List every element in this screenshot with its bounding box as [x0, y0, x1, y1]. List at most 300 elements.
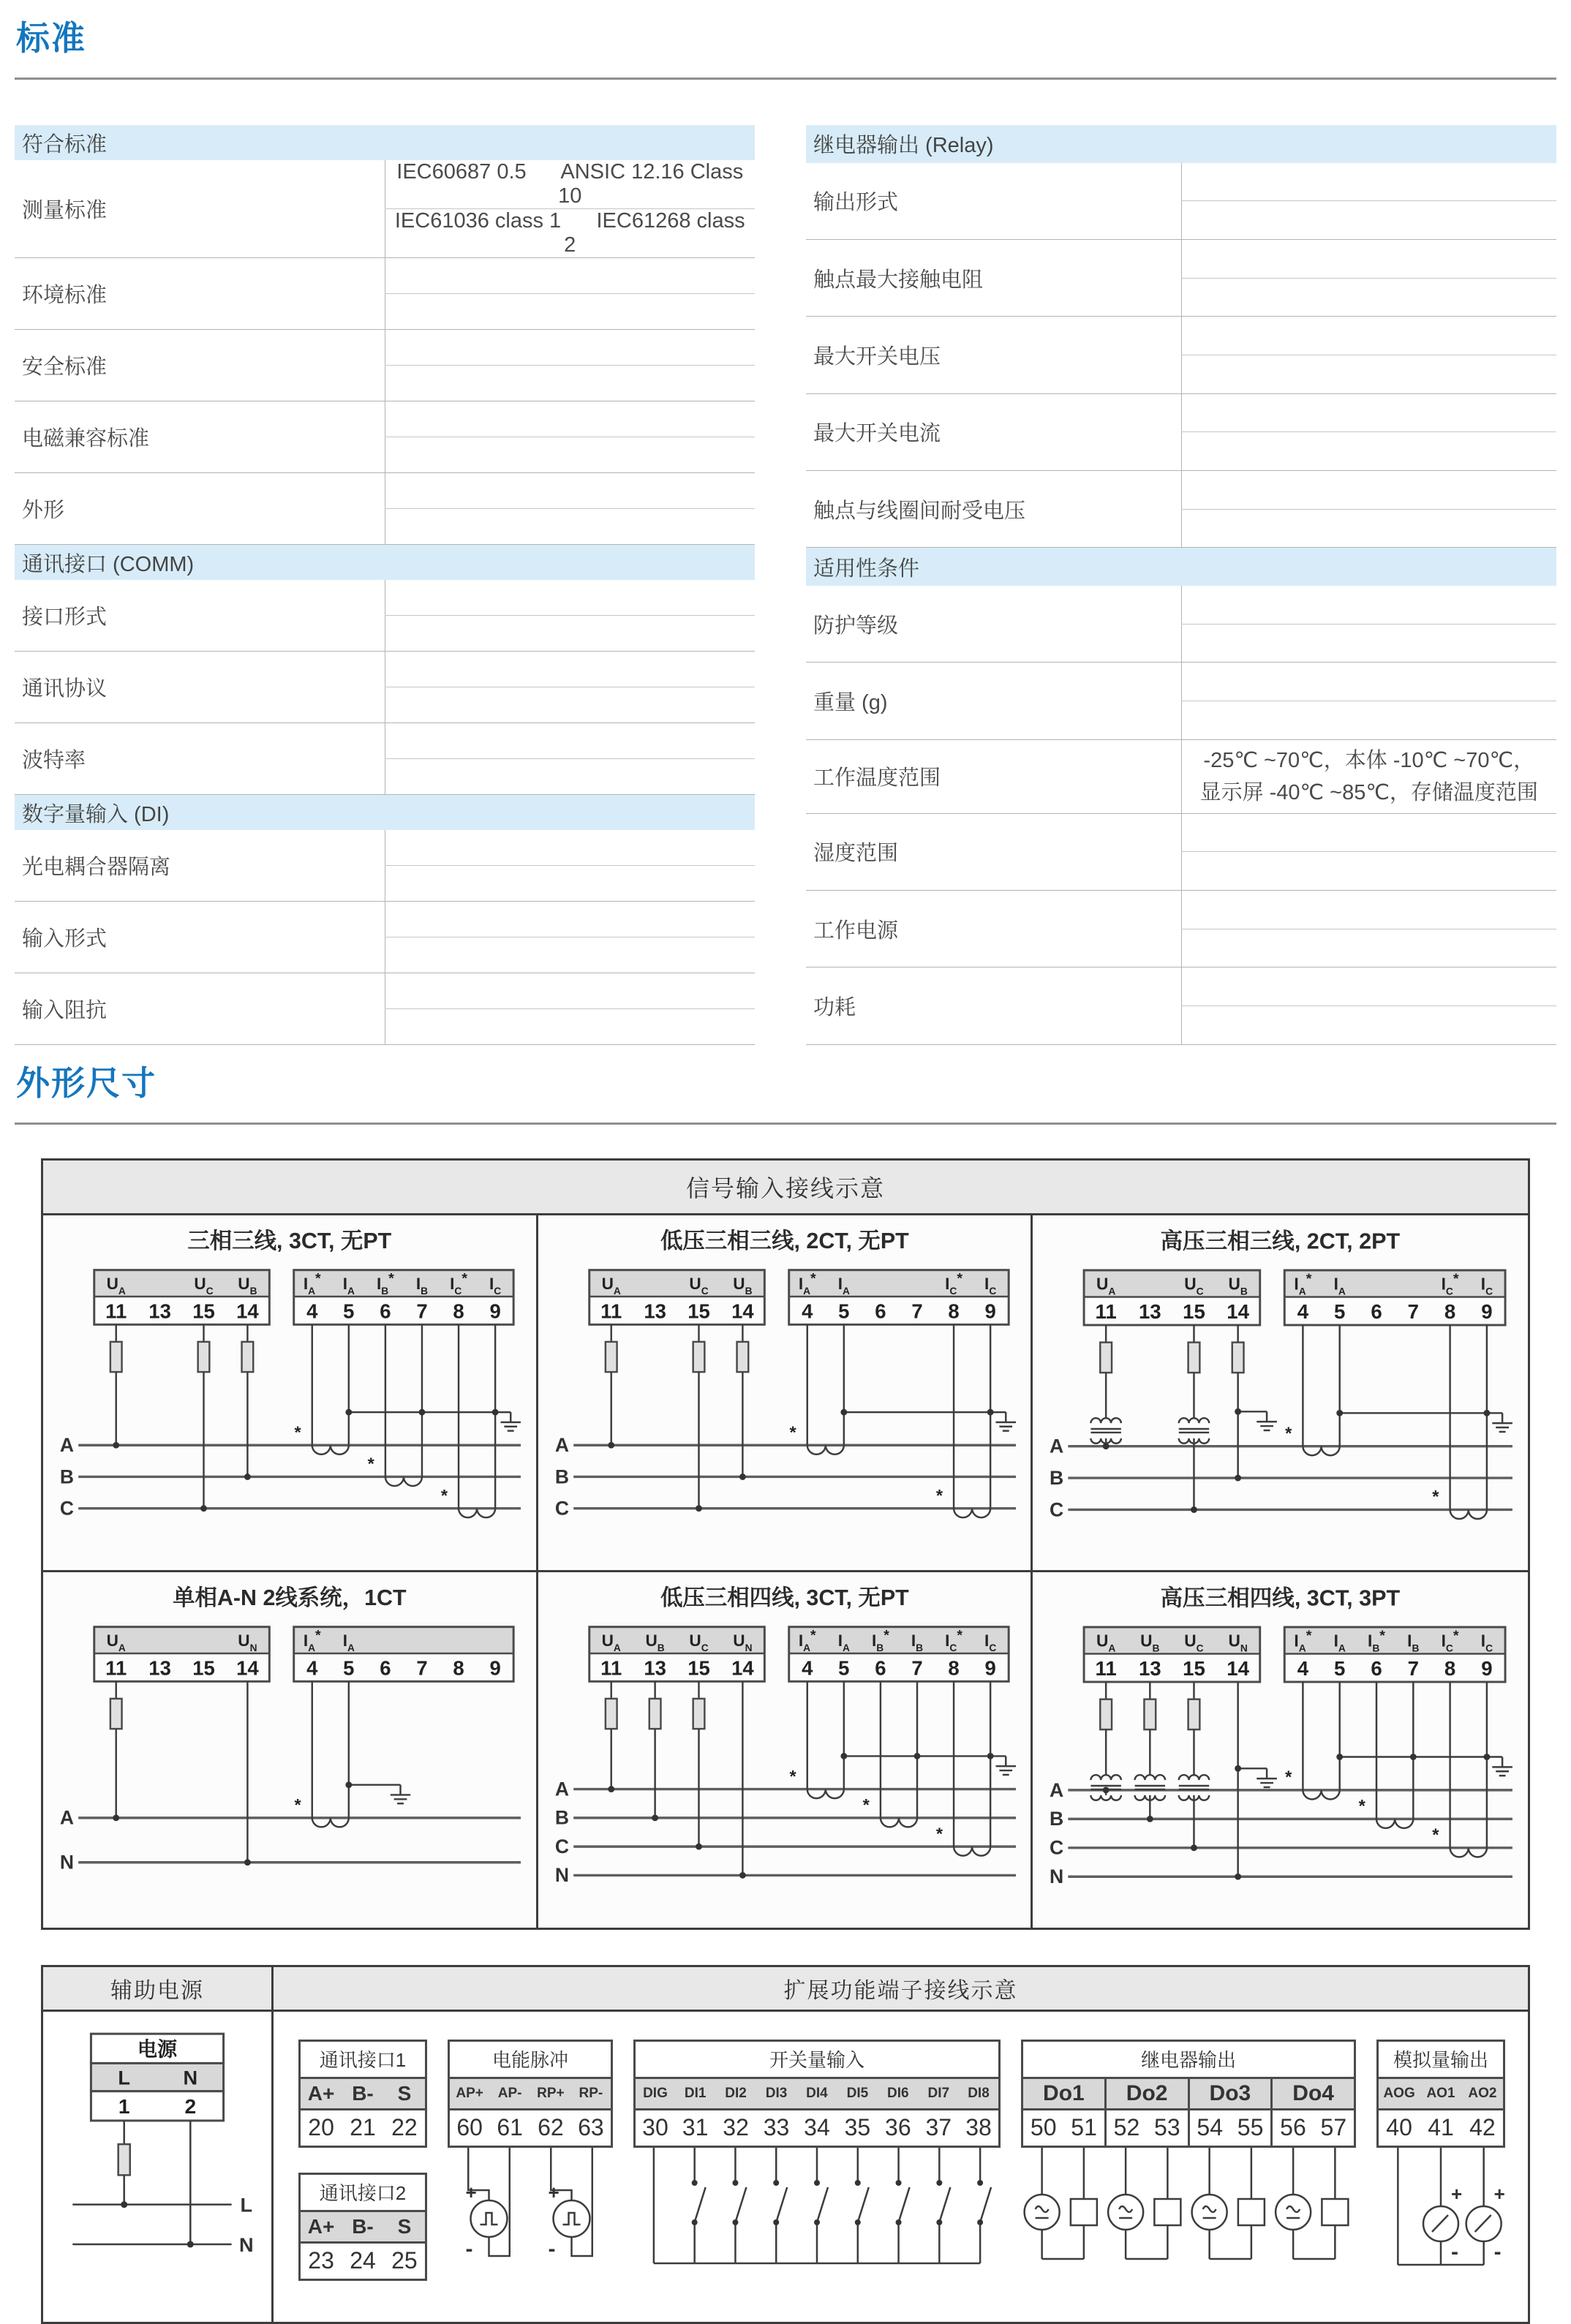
junction-dot — [244, 1860, 251, 1866]
standards-section-title: 标准 — [16, 19, 86, 57]
fuse-icon — [649, 1699, 660, 1729]
terminal-label: Do4 — [1272, 2078, 1355, 2109]
spec-value — [1181, 432, 1556, 471]
extension-terminals-header: 扩展功能端子接线示意 — [783, 1978, 1018, 2003]
junction-dot — [1103, 1443, 1110, 1449]
fuse-icon — [242, 1342, 254, 1372]
terminal-label: $I_C*$ — [1441, 1628, 1459, 1654]
wiring-diagram — [45, 1218, 534, 1566]
svg-text:1: 1 — [118, 2094, 130, 2118]
extension-wiring-box — [41, 1965, 1530, 2324]
voltage-wire — [110, 1324, 122, 1445]
junction-dot — [1337, 1754, 1344, 1760]
terminal-number: 4 — [306, 1299, 318, 1323]
terminal-number: 9 — [984, 1656, 996, 1680]
terminal-number: 11 — [1095, 1657, 1118, 1680]
terminal-number: 8 — [1444, 1300, 1456, 1324]
extension-wiring-body — [43, 2012, 1528, 2322]
source-icon — [1192, 2195, 1227, 2230]
spec-value — [385, 902, 755, 937]
terminal-number: 5 — [343, 1656, 355, 1680]
svg-text:电源: 电源 — [137, 2037, 178, 2061]
terminal-label: $I_B*$ — [1368, 1628, 1386, 1654]
terminal-number: 8 — [453, 1299, 464, 1323]
svg-text:A: A — [59, 1434, 75, 1457]
terminal-number: 52 — [1105, 2109, 1147, 2146]
voltage-terminal-block — [1084, 1627, 1260, 1682]
spec-value — [1181, 663, 1556, 701]
junction-dot — [113, 1442, 119, 1449]
voltage-wire — [1179, 1325, 1209, 1509]
extension-wiring-header — [43, 1967, 1528, 2012]
fuse-icon — [693, 1699, 704, 1729]
terminal-number: 4 — [801, 1299, 813, 1323]
spec-value — [1181, 163, 1556, 201]
relay-load-pair — [1025, 2148, 1097, 2259]
phase-line-B — [1050, 1467, 1512, 1489]
terminal-number: 8 — [453, 1656, 464, 1680]
terminal-number: 14 — [731, 1656, 754, 1680]
terminal-number: 6 — [874, 1299, 886, 1323]
source-icon — [1276, 2195, 1311, 2230]
spec-value — [385, 294, 755, 330]
terminal-number: 15 — [1183, 1300, 1206, 1324]
terminal-number: 8 — [1444, 1657, 1456, 1680]
terminal-label: $I_C*$ — [944, 1627, 962, 1654]
terminal-number: 15 — [1183, 1657, 1206, 1680]
terminal-label: S — [384, 2211, 426, 2242]
svg-text:-: - — [1451, 2239, 1458, 2264]
terminal-number: 11 — [1095, 1300, 1118, 1324]
svg-text:+: + — [1451, 2182, 1463, 2205]
terminal-number: 63 — [571, 2109, 612, 2146]
terminal-label: $I_A*$ — [1294, 1270, 1312, 1297]
terminal-label: AP- — [489, 2078, 530, 2109]
voltage-terminal-block — [94, 1627, 270, 1682]
line-label-N: N — [238, 2233, 254, 2256]
table-section-header: 适用性条件 — [806, 548, 1556, 586]
terminal-label: AO2 — [1462, 2078, 1504, 2109]
diagram-title: 高压三相三线, 2CT, 2PT — [1160, 1229, 1401, 1254]
terminal-label: $I_C$ — [1481, 1631, 1493, 1654]
spec-value — [385, 973, 755, 1009]
terminal-number: 14 — [731, 1299, 754, 1323]
svg-text:A: A — [1050, 1435, 1064, 1457]
terminal-number: 5 — [837, 1299, 850, 1323]
spec-value — [1181, 393, 1556, 432]
load-icon — [1322, 2199, 1348, 2225]
spec-label: 输入形式 — [15, 902, 385, 973]
ground-icon — [1493, 1757, 1513, 1776]
terminal-number: 6 — [874, 1656, 886, 1680]
junction-dot — [739, 1474, 746, 1480]
di-circuit-svg — [633, 2148, 1001, 2284]
switch-input-block — [633, 2040, 1001, 2284]
terminal-number: 5 — [1334, 1657, 1346, 1680]
terminal-label: $I_B*$ — [871, 1627, 889, 1654]
terminal-label: DI4 — [796, 2078, 837, 2109]
terminal-number: 31 — [675, 2109, 715, 2146]
terminal-number: 13 — [1139, 1300, 1161, 1324]
ct-polarity-star: * — [1285, 1768, 1292, 1788]
ct-A — [807, 1682, 843, 1799]
fuse-icon — [198, 1342, 210, 1372]
ground-icon — [500, 1412, 520, 1431]
terminal-number: 6 — [380, 1656, 391, 1680]
terminal-label: $U_A$ — [106, 1631, 126, 1654]
terminal-label: $I_C*$ — [944, 1270, 962, 1297]
terminal-number: 37 — [919, 2109, 959, 2146]
ct-polarity-star: * — [935, 1485, 943, 1505]
terminal-label: B- — [342, 2078, 384, 2109]
terminal-label: AO1 — [1420, 2078, 1462, 2109]
terminal-number: 8 — [948, 1656, 960, 1680]
terminal-label: DIG — [635, 2078, 675, 2109]
terminal-number: 33 — [756, 2109, 796, 2146]
junction-dot — [913, 1753, 920, 1759]
voltage-wire — [1232, 1325, 1244, 1478]
spec-label: 触点最大接触电阻 — [806, 239, 1181, 316]
extension-terminal-blocks — [274, 2012, 1528, 2322]
terminal-number: 7 — [1407, 1657, 1420, 1680]
spec-value-line: -25℃ ~70℃，本体 -10℃ ~70℃， — [1203, 748, 1535, 772]
source-icon — [1108, 2195, 1143, 2230]
load-icon — [1238, 2199, 1265, 2225]
svg-text:C: C — [59, 1497, 75, 1520]
signal-wiring-grid — [43, 1215, 1528, 1928]
spec-value — [385, 330, 755, 366]
junction-dot — [345, 1409, 352, 1416]
ao-circuit-svg — [1376, 2148, 1505, 2284]
terminal-label: $I_B$ — [415, 1275, 429, 1297]
terminal-label: $I_A*$ — [798, 1270, 816, 1297]
switch-input-table — [633, 2040, 1001, 2148]
ct-C — [1450, 1325, 1487, 1519]
voltage-wire — [1135, 1682, 1165, 1819]
junction-dot — [987, 1753, 993, 1759]
svg-text:N: N — [554, 1864, 569, 1887]
spec-label: 外形 — [15, 473, 385, 545]
terminal-number: 11 — [105, 1656, 127, 1680]
terminal-number: 54 — [1188, 2109, 1230, 2146]
line-label-L: L — [240, 2193, 253, 2217]
terminal-label: $U_B$ — [1140, 1631, 1160, 1654]
terminal-number: 15 — [192, 1656, 215, 1680]
terminal-label: Do2 — [1105, 2078, 1188, 2109]
terminal-label: $U_C$ — [689, 1631, 709, 1654]
phase-line-A — [60, 1434, 521, 1456]
voltage-wire — [649, 1682, 660, 1819]
spec-value — [1181, 278, 1556, 317]
terminal-number: 13 — [148, 1299, 171, 1323]
fuse-icon — [110, 1699, 122, 1729]
svg-text:A: A — [554, 1434, 569, 1457]
terminal-label: DI8 — [959, 2078, 1000, 2109]
terminal-number: 9 — [489, 1656, 501, 1680]
junction-dot — [492, 1409, 499, 1416]
terminal-number: 13 — [148, 1656, 171, 1680]
ground-icon — [1257, 1411, 1278, 1430]
spec-value — [385, 652, 755, 687]
spec-value — [385, 1009, 755, 1045]
block-title: 开关量输入 — [635, 2040, 1000, 2078]
spec-value — [1181, 1006, 1556, 1045]
signal-wiring-box — [41, 1158, 1530, 1930]
terminal-number: 61 — [489, 2109, 530, 2146]
spec-value — [385, 473, 755, 509]
analog-output-block — [1376, 2040, 1505, 2284]
ct-C — [459, 1324, 495, 1517]
terminal-label: $I_A*$ — [303, 1627, 321, 1654]
junction-dot — [608, 1442, 614, 1449]
terminal-label: DI5 — [837, 2078, 878, 2109]
terminal-label: A+ — [300, 2078, 342, 2109]
terminal-number: 14 — [1227, 1657, 1250, 1680]
terminal-number: 30 — [635, 2109, 675, 2146]
fuse-icon — [1232, 1343, 1244, 1373]
spec-value — [1181, 317, 1556, 355]
block-title: 电能脉冲 — [449, 2040, 612, 2078]
signal-diagram-cell-3 — [1033, 1215, 1528, 1572]
spec-value — [1181, 891, 1556, 929]
ct-C — [1450, 1682, 1487, 1857]
svg-text:B: B — [554, 1807, 569, 1830]
phase-line-C — [555, 1836, 1016, 1857]
terminal-label: $U_B$ — [645, 1631, 665, 1654]
terminal-label: $I_C$ — [489, 1275, 502, 1297]
svg-text:A: A — [59, 1807, 75, 1830]
terminal-number: 6 — [1371, 1300, 1383, 1324]
junction-dot — [696, 1844, 702, 1850]
section-divider-2 — [15, 1123, 1556, 1125]
aux-power-diagram — [43, 2012, 274, 2322]
voltage-wire — [242, 1324, 254, 1476]
fuse-icon — [606, 1342, 617, 1372]
ct-polarity-star: * — [1432, 1487, 1439, 1507]
diagram-title: 单相A-N 2线系统，1CT — [173, 1585, 407, 1611]
junction-dot — [1235, 1765, 1242, 1772]
relay-circuit-svg — [1021, 2148, 1356, 2284]
aux-power-svg — [43, 2015, 271, 2318]
phase-line-B — [60, 1465, 521, 1487]
di-switch — [735, 2148, 746, 2263]
terminal-number: 36 — [878, 2109, 918, 2146]
voltage-wire — [606, 1324, 617, 1445]
terminal-number: 11 — [105, 1299, 127, 1323]
terminal-label: $U_N$ — [1228, 1631, 1248, 1654]
phase-line-A — [60, 1807, 521, 1829]
fuse-icon — [1101, 1343, 1112, 1373]
terminal-number: 7 — [416, 1299, 428, 1323]
phase-line-B — [555, 1807, 1016, 1829]
ct-polarity-star: * — [367, 1454, 374, 1474]
spec-label: 最大开关电流 — [806, 393, 1181, 470]
terminal-number: 20 — [300, 2109, 342, 2146]
voltage-wire — [1091, 1325, 1121, 1446]
comm-port-2-table — [298, 2173, 427, 2281]
standards-table-left — [15, 125, 755, 1045]
terminal-number: 6 — [380, 1299, 391, 1323]
signal-diagram-cell-1 — [43, 1215, 538, 1572]
terminal-number: 7 — [911, 1656, 923, 1680]
terminal-number: 5 — [1334, 1300, 1346, 1324]
svg-text:C: C — [554, 1836, 569, 1858]
table-section-header: 通讯接口 (COMM) — [15, 545, 755, 581]
spec-label: 波特率 — [15, 723, 385, 795]
junction-dot — [840, 1409, 847, 1416]
ct-polarity-star: * — [935, 1824, 943, 1844]
terminal-label: $I_A*$ — [798, 1627, 816, 1654]
voltage-wire — [1179, 1682, 1209, 1848]
wiring-diagram — [540, 1218, 1029, 1566]
spec-value: IEC60687 0.5 ANSIC 12.16 Class 10 — [385, 160, 755, 209]
terminal-label: $U_B$ — [732, 1275, 753, 1297]
svg-text:C: C — [554, 1497, 569, 1520]
power-terminal-block — [91, 2034, 223, 2121]
spec-value — [385, 687, 755, 723]
voltage-wire — [693, 1324, 704, 1508]
ground-icon — [1257, 1769, 1278, 1788]
spec-value — [1181, 201, 1556, 240]
spec-value — [385, 258, 755, 294]
terminal-number: 4 — [306, 1656, 318, 1680]
terminal-number: 35 — [837, 2109, 878, 2146]
ct-A — [1303, 1682, 1340, 1800]
analog-output-table — [1376, 2040, 1505, 2148]
di-switch — [939, 2148, 950, 2263]
spec-value — [385, 437, 755, 473]
ground-icon — [995, 1412, 1015, 1431]
spec-label: 防护等级 — [806, 586, 1181, 663]
terminal-label: $U_B$ — [1228, 1274, 1248, 1297]
terminal-number: 13 — [643, 1299, 666, 1323]
energy-pulse-block — [448, 2040, 613, 2284]
spec-value — [1181, 701, 1556, 739]
spec-value — [385, 759, 755, 795]
table-section-header: 数字量输入 (DI) — [15, 795, 755, 831]
junction-dot — [608, 1787, 614, 1793]
terminal-label: $I_C$ — [984, 1275, 996, 1297]
terminal-number: 34 — [796, 2109, 837, 2146]
junction-dot — [696, 1505, 702, 1512]
terminal-number: 14 — [236, 1299, 259, 1323]
junction-dot — [1191, 1845, 1197, 1852]
ct-A — [312, 1324, 349, 1454]
spec-value — [1181, 624, 1556, 663]
ground-icon — [1493, 1413, 1513, 1432]
junction-dot — [1337, 1410, 1344, 1416]
terminal-label: $U_C$ — [1184, 1631, 1204, 1654]
svg-text:C: C — [1050, 1498, 1064, 1521]
terminal-label: A+ — [300, 2211, 342, 2242]
pulse-circuit-svg — [448, 2148, 613, 2284]
terminal-number: 24 — [342, 2242, 384, 2279]
svg-text:-: - — [465, 2236, 473, 2261]
terminal-number: 7 — [1407, 1300, 1420, 1324]
terminal-number: 4 — [1297, 1300, 1309, 1324]
junction-dot — [1235, 1408, 1242, 1415]
spec-label: 工作温度范围 — [806, 739, 1181, 813]
svg-text:C: C — [1050, 1837, 1064, 1860]
dimensions-section-title: 外形尺寸 — [16, 1064, 157, 1102]
diagram-title: 低压三相三线, 2CT, 无PT — [660, 1229, 909, 1254]
terminal-label: $I_A*$ — [1294, 1628, 1312, 1654]
svg-text:2: 2 — [184, 2094, 197, 2118]
phase-line-A — [1050, 1435, 1512, 1457]
comm-port-1-table — [298, 2040, 427, 2148]
svg-text:N: N — [183, 2066, 198, 2089]
terminal-number: 9 — [984, 1299, 996, 1323]
phase-line-N — [1050, 1866, 1512, 1888]
terminal-number: 4 — [1297, 1657, 1309, 1680]
wiring-diagram — [45, 1575, 534, 1923]
diagram-title: 低压三相四线, 3CT, 无PT — [660, 1585, 909, 1611]
terminal-label: $I_A$ — [837, 1275, 850, 1297]
terminal-number: 21 — [342, 2109, 384, 2146]
terminal-label: DI1 — [675, 2078, 715, 2109]
fuse-icon — [118, 2144, 130, 2175]
voltage-terminal-block — [94, 1270, 270, 1325]
svg-text:B: B — [1050, 1466, 1064, 1489]
terminal-number: 62 — [530, 2109, 571, 2146]
terminal-number: 14 — [1227, 1300, 1250, 1324]
ct-A — [312, 1682, 349, 1827]
junction-dot — [419, 1409, 426, 1416]
junction-dot — [1191, 1506, 1197, 1513]
section-divider — [15, 78, 1556, 80]
terminal-number: 4 — [801, 1656, 813, 1680]
junction-dot — [187, 2241, 194, 2247]
junction-dot — [1484, 1410, 1491, 1416]
fuse-icon — [693, 1342, 704, 1372]
wiring-diagram — [1035, 1218, 1526, 1567]
relay-output-table — [1021, 2040, 1356, 2148]
ct-polarity-star: * — [1432, 1826, 1439, 1846]
load-icon — [1071, 2199, 1097, 2225]
svg-text:N: N — [59, 1851, 75, 1874]
terminal-number: 40 — [1378, 2109, 1420, 2146]
spec-value — [385, 830, 755, 866]
fuse-icon — [1145, 1699, 1156, 1729]
fuse-icon — [1101, 1699, 1112, 1729]
junction-dot — [739, 1872, 746, 1879]
terminal-number: 42 — [1462, 2109, 1504, 2146]
spec-value — [385, 723, 755, 759]
voltage-terminal-block — [1084, 1270, 1260, 1325]
voltage-terminal-block — [589, 1627, 764, 1682]
phase-line-C — [1050, 1837, 1512, 1859]
energy-pulse-table — [448, 2040, 613, 2148]
svg-text:-: - — [548, 2236, 556, 2261]
current-terminal-block — [1285, 1270, 1506, 1325]
terminal-label: $I_A$ — [1333, 1274, 1346, 1297]
spec-value — [1181, 355, 1556, 393]
junction-dot — [1410, 1754, 1417, 1760]
terminal-number: 53 — [1147, 2109, 1188, 2146]
terminal-label: $U_N$ — [238, 1631, 257, 1654]
svg-text:B: B — [554, 1465, 569, 1488]
terminal-number: 32 — [715, 2109, 756, 2146]
junction-dot — [345, 1782, 352, 1789]
junction-dot — [121, 2201, 127, 2208]
junction-dot — [1235, 1874, 1242, 1880]
di-switch — [695, 2148, 706, 2263]
terminal-label: Do1 — [1022, 2078, 1106, 2109]
terminal-number: 8 — [948, 1299, 960, 1323]
comm-ports-stack — [298, 2040, 427, 2281]
spec-label: 环境标准 — [15, 258, 385, 330]
relay-output-block — [1021, 2040, 1356, 2284]
